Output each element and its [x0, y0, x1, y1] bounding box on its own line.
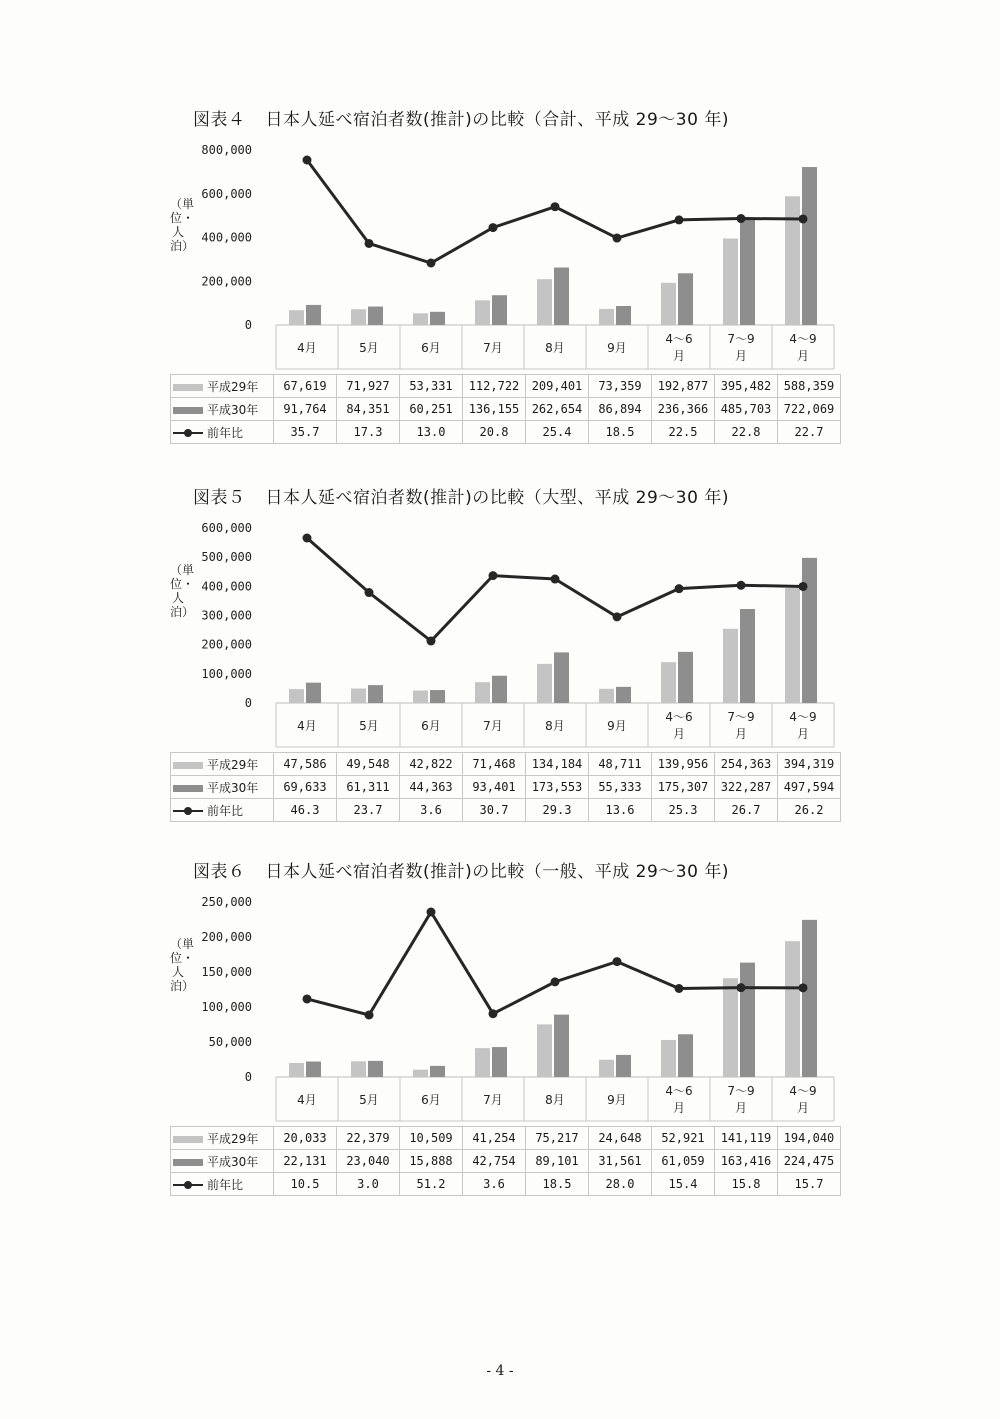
table-cell: 18.5 [526, 1173, 589, 1196]
table-cell: 71,468 [463, 753, 526, 776]
table-cell: 15.7 [778, 1173, 841, 1196]
x-tick-label: 4〜6 [665, 1084, 693, 1098]
series-name: 平成29年 [207, 379, 259, 394]
table-cell: 18.5 [589, 421, 652, 444]
table-cell: 209,401 [526, 375, 589, 398]
bar-swatch-icon [173, 1136, 203, 1143]
plot-area [0, 105, 1000, 363]
y-tick-label: 150,000 [201, 965, 252, 979]
bar-h30 [554, 268, 569, 325]
table-cell: 23,040 [337, 1150, 400, 1173]
table-cell: 588,359 [778, 375, 841, 398]
table-cell: 175,307 [652, 776, 715, 799]
bar-h29 [723, 238, 738, 325]
table-cell: 173,553 [526, 776, 589, 799]
bar-h30 [740, 963, 755, 1077]
table-row [171, 421, 841, 444]
y-tick-label: 600,000 [201, 521, 252, 535]
series-legend [171, 1150, 274, 1173]
bar-h29 [785, 941, 800, 1077]
table-cell: 134,184 [526, 753, 589, 776]
y-tick-label: 300,000 [201, 608, 252, 623]
bar-h29 [475, 1048, 490, 1077]
chart-figure-4 [0, 105, 1000, 450]
ratio-point [427, 637, 436, 646]
bar-h29 [785, 196, 800, 325]
bar-h29 [413, 1070, 428, 1077]
table-cell: 20,033 [274, 1127, 337, 1150]
bar-h30 [678, 1034, 693, 1077]
x-tick-label: 9月 [607, 341, 627, 355]
series-name: 平成29年 [207, 1131, 259, 1146]
table-cell: 28.0 [589, 1173, 652, 1196]
table-cell: 52,921 [652, 1127, 715, 1150]
bar-h29 [289, 310, 304, 325]
bar-h29 [413, 313, 428, 325]
x-tick-label: 9月 [607, 1093, 627, 1107]
plot-area [0, 857, 1000, 1115]
table-cell: 48,711 [589, 753, 652, 776]
y-tick-label: 100,000 [201, 1000, 252, 1014]
ratio-point [799, 983, 808, 992]
table-cell: 47,586 [274, 753, 337, 776]
x-tick-label: 月 [734, 349, 748, 363]
table-cell: 22.7 [778, 421, 841, 444]
table-cell: 89,101 [526, 1150, 589, 1173]
series-legend [171, 799, 274, 822]
table-cell: 141,119 [715, 1127, 778, 1150]
table-cell: 224,475 [778, 1150, 841, 1173]
table-cell: 15,888 [400, 1150, 463, 1173]
bar-h30 [616, 1055, 631, 1077]
ratio-point [489, 571, 498, 580]
table-cell: 42,754 [463, 1150, 526, 1173]
y-tick-label: 400,000 [201, 230, 252, 245]
table-cell: 10.5 [274, 1173, 337, 1196]
table-cell: 3.0 [337, 1173, 400, 1196]
table-cell: 139,956 [652, 753, 715, 776]
series-legend [171, 776, 274, 799]
x-tick-label: 月 [672, 349, 686, 363]
bar-h30 [368, 1061, 383, 1077]
data-table [170, 374, 841, 444]
bar-swatch-icon [173, 384, 203, 391]
table-cell: 3.6 [463, 1173, 526, 1196]
bar-h29 [289, 689, 304, 703]
y-tick-label: 100,000 [201, 666, 252, 681]
bar-h30 [368, 685, 383, 703]
bar-swatch-icon [173, 1159, 203, 1166]
ratio-point [427, 908, 436, 917]
plot-area [0, 483, 1000, 741]
y-tick-label: 200,000 [201, 637, 252, 652]
table-cell: 86,894 [589, 398, 652, 421]
title-text: 日本人延べ宿泊者数(推計)の比較（合計、平成 29〜30 年) [265, 110, 729, 130]
chart-figure-6 [0, 857, 1000, 1202]
table-cell: 722,069 [778, 398, 841, 421]
bar-swatch-icon [173, 762, 203, 769]
x-tick-label: 月 [796, 727, 810, 741]
ratio-point [675, 584, 684, 593]
table-cell: 163,416 [715, 1150, 778, 1173]
y-tick-label: 200,000 [201, 930, 252, 944]
title-text: 日本人延べ宿泊者数(推計)の比較（一般、平成 29〜30 年) [265, 862, 729, 882]
bar-h29 [351, 1061, 366, 1077]
table-cell: 73,359 [589, 375, 652, 398]
x-tick-label: 7月 [483, 719, 503, 733]
table-cell: 71,927 [337, 375, 400, 398]
ratio-point [737, 983, 746, 992]
bar-h30 [368, 307, 383, 325]
y-tick-label: 600,000 [201, 186, 252, 201]
x-tick-label: 4〜6 [665, 332, 693, 346]
chart-figure-5 [0, 483, 1000, 828]
ratio-point [365, 1011, 374, 1020]
series-legend [171, 753, 274, 776]
line-marker-icon [173, 806, 203, 816]
y-axis-label: （単位・人泊） [170, 197, 195, 253]
x-tick-label: 月 [734, 1101, 748, 1115]
table-row [171, 753, 841, 776]
table-cell: 84,351 [337, 398, 400, 421]
bar-h30 [678, 652, 693, 703]
bar-h30 [306, 305, 321, 325]
bar-h30 [306, 1062, 321, 1077]
bar-h29 [599, 1060, 614, 1077]
table-cell: 35.7 [274, 421, 337, 444]
bar-h29 [723, 978, 738, 1077]
x-tick-label: 4〜6 [665, 710, 693, 724]
table-cell: 15.4 [652, 1173, 715, 1196]
table-cell: 49,548 [337, 753, 400, 776]
table-cell: 194,040 [778, 1127, 841, 1150]
x-tick-label: 4〜9 [789, 710, 817, 724]
table-cell: 236,366 [652, 398, 715, 421]
series-name: 前年比 [207, 803, 244, 818]
bar-h30 [492, 676, 507, 703]
series-name: 平成29年 [207, 757, 259, 772]
y-axis-label: （単位・人泊） [170, 937, 195, 993]
table-cell: 29.3 [526, 799, 589, 822]
y-tick-label: 250,000 [201, 895, 252, 909]
figure-number: 図表６ [193, 862, 246, 882]
table-cell: 20.8 [463, 421, 526, 444]
x-tick-label: 8月 [545, 341, 565, 355]
table-row [171, 1173, 841, 1196]
x-tick-label: 8月 [545, 719, 565, 733]
x-tick-label: 6月 [421, 719, 441, 733]
x-tick-label: 4月 [297, 1093, 317, 1107]
table-cell: 75,217 [526, 1127, 589, 1150]
series-name: 平成30年 [207, 780, 259, 795]
x-tick-label: 7〜9 [727, 710, 755, 724]
x-tick-label: 6月 [421, 1093, 441, 1107]
bar-h30 [492, 1047, 507, 1077]
line-marker-icon [173, 428, 203, 438]
ratio-point [613, 957, 622, 966]
data-table [170, 1126, 841, 1196]
bar-h29 [537, 279, 552, 325]
bar-h30 [802, 167, 817, 325]
table-cell: 497,594 [778, 776, 841, 799]
bar-h30 [492, 295, 507, 325]
bar-h29 [475, 300, 490, 325]
table-cell: 23.7 [337, 799, 400, 822]
bar-h30 [430, 312, 445, 325]
table-cell: 25.4 [526, 421, 589, 444]
bar-h29 [599, 689, 614, 703]
ratio-point [427, 259, 436, 268]
ratio-point [737, 214, 746, 223]
x-tick-label: 8月 [545, 1093, 565, 1107]
x-tick-label: 7月 [483, 341, 503, 355]
series-name: 前年比 [207, 1177, 244, 1192]
table-cell: 254,363 [715, 753, 778, 776]
x-tick-label: 5月 [359, 341, 379, 355]
table-cell: 51.2 [400, 1173, 463, 1196]
y-tick-label: 0 [244, 318, 252, 332]
ratio-point [799, 214, 808, 223]
bar-h29 [537, 664, 552, 703]
table-cell: 46.3 [274, 799, 337, 822]
table-cell: 61,311 [337, 776, 400, 799]
table-cell: 394,319 [778, 753, 841, 776]
y-tick-label: 0 [244, 1070, 252, 1084]
bar-h29 [661, 1040, 676, 1077]
table-cell: 24,648 [589, 1127, 652, 1150]
table-cell: 192,877 [652, 375, 715, 398]
bar-h30 [802, 920, 817, 1077]
figure-number: 図表４ [193, 110, 246, 130]
table-cell: 91,764 [274, 398, 337, 421]
series-name: 平成30年 [207, 402, 259, 417]
bar-h29 [351, 309, 366, 325]
bar-h29 [599, 309, 614, 325]
x-tick-label: 7〜9 [727, 1084, 755, 1098]
ratio-point [737, 581, 746, 590]
table-cell: 25.3 [652, 799, 715, 822]
series-legend [171, 375, 274, 398]
x-tick-label: 7月 [483, 1093, 503, 1107]
bar-h29 [351, 689, 366, 703]
ratio-point [613, 612, 622, 621]
table-cell: 485,703 [715, 398, 778, 421]
table-cell: 69,633 [274, 776, 337, 799]
bar-swatch-icon [173, 785, 203, 792]
bar-h30 [616, 306, 631, 325]
y-tick-label: 200,000 [201, 274, 252, 289]
table-cell: 10,509 [400, 1127, 463, 1150]
bar-h29 [289, 1063, 304, 1077]
table-cell: 55,333 [589, 776, 652, 799]
x-tick-label: 月 [796, 1101, 810, 1115]
x-tick-label: 7〜9 [727, 332, 755, 346]
page-number: - 4 - [486, 1363, 514, 1379]
ratio-point [365, 239, 374, 248]
table-cell: 42,822 [400, 753, 463, 776]
table-row [171, 1150, 841, 1173]
x-tick-label: 5月 [359, 719, 379, 733]
bar-h30 [616, 687, 631, 703]
table-cell: 13.6 [589, 799, 652, 822]
table-cell: 136,155 [463, 398, 526, 421]
y-tick-label: 50,000 [208, 1035, 252, 1049]
x-tick-label: 4〜9 [789, 332, 817, 346]
series-legend [171, 1173, 274, 1196]
table-cell: 30.7 [463, 799, 526, 822]
table-cell: 31,561 [589, 1150, 652, 1173]
table-cell: 22,131 [274, 1150, 337, 1173]
bar-h29 [413, 691, 428, 703]
bar-h30 [554, 652, 569, 703]
series-legend [171, 421, 274, 444]
ratio-line [307, 538, 803, 641]
table-row [171, 799, 841, 822]
table-cell: 22,379 [337, 1127, 400, 1150]
ratio-point [303, 994, 312, 1003]
table-cell: 13.0 [400, 421, 463, 444]
series-legend [171, 1127, 274, 1150]
table-cell: 67,619 [274, 375, 337, 398]
table-cell: 112,722 [463, 375, 526, 398]
table-row [171, 375, 841, 398]
table-cell: 22.8 [715, 421, 778, 444]
x-tick-label: 月 [734, 727, 748, 741]
ratio-point [365, 588, 374, 597]
table-cell: 41,254 [463, 1127, 526, 1150]
x-tick-label: 4月 [297, 719, 317, 733]
table-cell: 17.3 [337, 421, 400, 444]
table-row [171, 776, 841, 799]
ratio-point [551, 202, 560, 211]
table-row [171, 1127, 841, 1150]
bar-h29 [537, 1024, 552, 1077]
x-tick-label: 4月 [297, 341, 317, 355]
ratio-point [613, 234, 622, 243]
table-cell: 61,059 [652, 1150, 715, 1173]
x-tick-label: 9月 [607, 719, 627, 733]
series-legend [171, 398, 274, 421]
line-marker-icon [173, 1180, 203, 1190]
ratio-point [551, 575, 560, 584]
bar-h30 [802, 558, 817, 703]
y-tick-label: 0 [244, 696, 252, 710]
ratio-point [675, 984, 684, 993]
table-row [171, 398, 841, 421]
table-cell: 60,251 [400, 398, 463, 421]
bar-h30 [740, 219, 755, 325]
series-name: 平成30年 [207, 1154, 259, 1169]
table-cell: 26.7 [715, 799, 778, 822]
ratio-point [489, 223, 498, 232]
bar-h29 [785, 588, 800, 703]
y-tick-label: 400,000 [201, 579, 252, 594]
x-tick-label: 月 [672, 1101, 686, 1115]
y-tick-label: 800,000 [201, 143, 252, 157]
table-cell: 395,482 [715, 375, 778, 398]
table-cell: 15.8 [715, 1173, 778, 1196]
table-cell: 53,331 [400, 375, 463, 398]
ratio-point [675, 215, 684, 224]
table-cell: 262,654 [526, 398, 589, 421]
bar-h29 [475, 682, 490, 703]
ratio-point [303, 534, 312, 543]
bar-swatch-icon [173, 407, 203, 414]
ratio-point [489, 1009, 498, 1018]
bar-h30 [430, 1066, 445, 1077]
table-cell: 322,287 [715, 776, 778, 799]
table-cell: 44,363 [400, 776, 463, 799]
table-cell: 26.2 [778, 799, 841, 822]
ratio-point [303, 156, 312, 165]
bar-h30 [306, 683, 321, 703]
table-cell: 22.5 [652, 421, 715, 444]
y-axis-label: （単位・人泊） [170, 563, 195, 619]
series-name: 前年比 [207, 425, 244, 440]
bar-h29 [661, 662, 676, 703]
bar-h30 [430, 690, 445, 703]
y-tick-label: 500,000 [201, 550, 252, 565]
bar-h29 [661, 283, 676, 325]
title-text: 日本人延べ宿泊者数(推計)の比較（大型、平成 29〜30 年) [265, 488, 729, 508]
x-tick-label: 4〜9 [789, 1084, 817, 1098]
bar-h30 [678, 273, 693, 325]
data-table [170, 752, 841, 822]
bar-h30 [740, 609, 755, 703]
x-tick-label: 月 [672, 727, 686, 741]
x-tick-label: 月 [796, 349, 810, 363]
x-tick-label: 5月 [359, 1093, 379, 1107]
bar-h30 [554, 1015, 569, 1077]
ratio-point [551, 977, 560, 986]
bar-h29 [723, 629, 738, 703]
ratio-point [799, 582, 808, 591]
x-tick-label: 6月 [421, 341, 441, 355]
table-cell: 3.6 [400, 799, 463, 822]
figure-number: 図表５ [193, 488, 246, 508]
table-cell: 93,401 [463, 776, 526, 799]
